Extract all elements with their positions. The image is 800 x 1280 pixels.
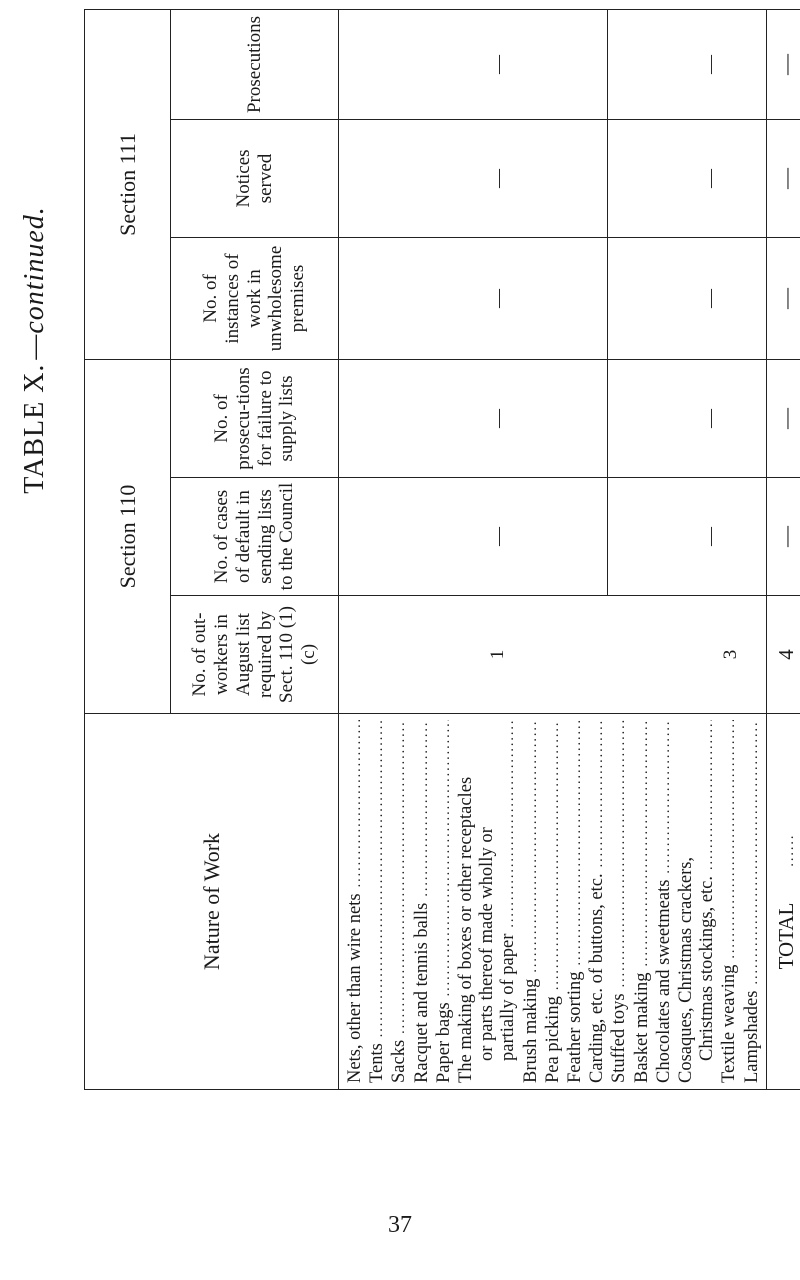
- header-nature-of-work: Nature of Work: [85, 714, 339, 1090]
- out-workers-lampshades: 3: [720, 649, 742, 660]
- out-workers-boxes: 1: [487, 649, 509, 660]
- work-row-chocolates: Chocolates and sweetmeats .....: [654, 720, 676, 1083]
- work-row-nets: Nets, other than wire nets .....: [345, 720, 367, 1083]
- work-row-textile-weaving: Textile weaving .....: [719, 720, 741, 1083]
- header-section-110: Section 110: [85, 359, 171, 713]
- header-default-cases: No. of cases of default in sending lists to the Council: [171, 478, 339, 596]
- prosecutions-boxes: —: [339, 9, 608, 119]
- notices-lampshades: —: [608, 119, 767, 237]
- total-notices: —: [766, 119, 800, 237]
- table-caption: [0, 0, 70, 700]
- notices-boxes: —: [339, 119, 608, 237]
- work-row-boxes: The making of boxes or other receptacles: [456, 776, 477, 1083]
- prosecutions-lampshades: —: [608, 9, 767, 119]
- work-row-pea-picking: Pea picking .....: [543, 720, 565, 1083]
- work-row-lampshades: Lampshades .....: [742, 720, 764, 1083]
- total-unwholesome: —: [766, 237, 800, 359]
- outworkers-table: [84, 9, 800, 1090]
- total-label-cell: [766, 714, 800, 1090]
- total-prosecutions-lists: —: [766, 359, 800, 477]
- work-row-stuffed-toys: Stuffed toys .....: [609, 720, 631, 1083]
- total-row: [766, 9, 800, 1089]
- header-out-workers: No. of out-workers in August list required by Sect. 110 (1) (c): [171, 596, 339, 714]
- default-cases-lampshades: —: [608, 478, 767, 596]
- work-row-cosaques: Cosaques, Christmas crackers,: [676, 856, 697, 1083]
- total-label: TOTAL: [773, 902, 798, 970]
- default-cases-boxes: —: [339, 478, 608, 596]
- caption-title: TABLE X.: [19, 363, 50, 494]
- work-row-basket-making: Basket making .....: [632, 720, 654, 1083]
- work-row-carding-buttons: Carding, etc. of buttons, etc. .....: [587, 720, 609, 1083]
- work-row-cosaques-cont: Christmas stockings, etc. .....: [697, 720, 719, 1083]
- header-unwholesome-premises: No. of instances of work in unwholesome premises: [171, 237, 339, 359]
- prosecutions-lists-lampshades: —: [608, 359, 767, 477]
- total-default-cases: —: [766, 478, 800, 596]
- caption-continued: —continued.: [19, 206, 50, 360]
- work-row-brush-making: Brush making .....: [521, 720, 543, 1083]
- total-prosecutions: —: [766, 9, 800, 119]
- header-notices-served: Notices served: [171, 119, 339, 237]
- unwholesome-lampshades: —: [608, 237, 767, 359]
- header-prosecutions: Prosecutions: [171, 9, 339, 119]
- work-row-feather-sorting: Feather sorting .....: [565, 720, 587, 1083]
- out-workers-column: [339, 596, 767, 714]
- header-section-111: Section 111: [85, 9, 171, 359]
- total-leader: ......: [781, 833, 797, 867]
- work-row-tents: Tents .....: [367, 720, 389, 1083]
- page-number: 37: [388, 1212, 412, 1238]
- work-row-racquet-balls: Racquet and tennis balls .....: [412, 720, 434, 1083]
- work-row-paper-bags: Paper bags .....: [434, 720, 456, 1083]
- work-row-boxes-cont2: partially of paper .....: [498, 720, 520, 1083]
- total-out-workers: 4: [766, 596, 800, 714]
- prosecutions-lists-boxes: —: [339, 359, 608, 477]
- nature-of-work-list: [339, 714, 767, 1090]
- header-prosecutions-lists: No. of prosecu-tions for failure to supply lists: [171, 359, 339, 477]
- work-row-sacks: Sacks .....: [389, 720, 411, 1083]
- unwholesome-boxes: —: [339, 237, 608, 359]
- work-row-boxes-cont: or parts thereof made wholly or: [477, 827, 498, 1061]
